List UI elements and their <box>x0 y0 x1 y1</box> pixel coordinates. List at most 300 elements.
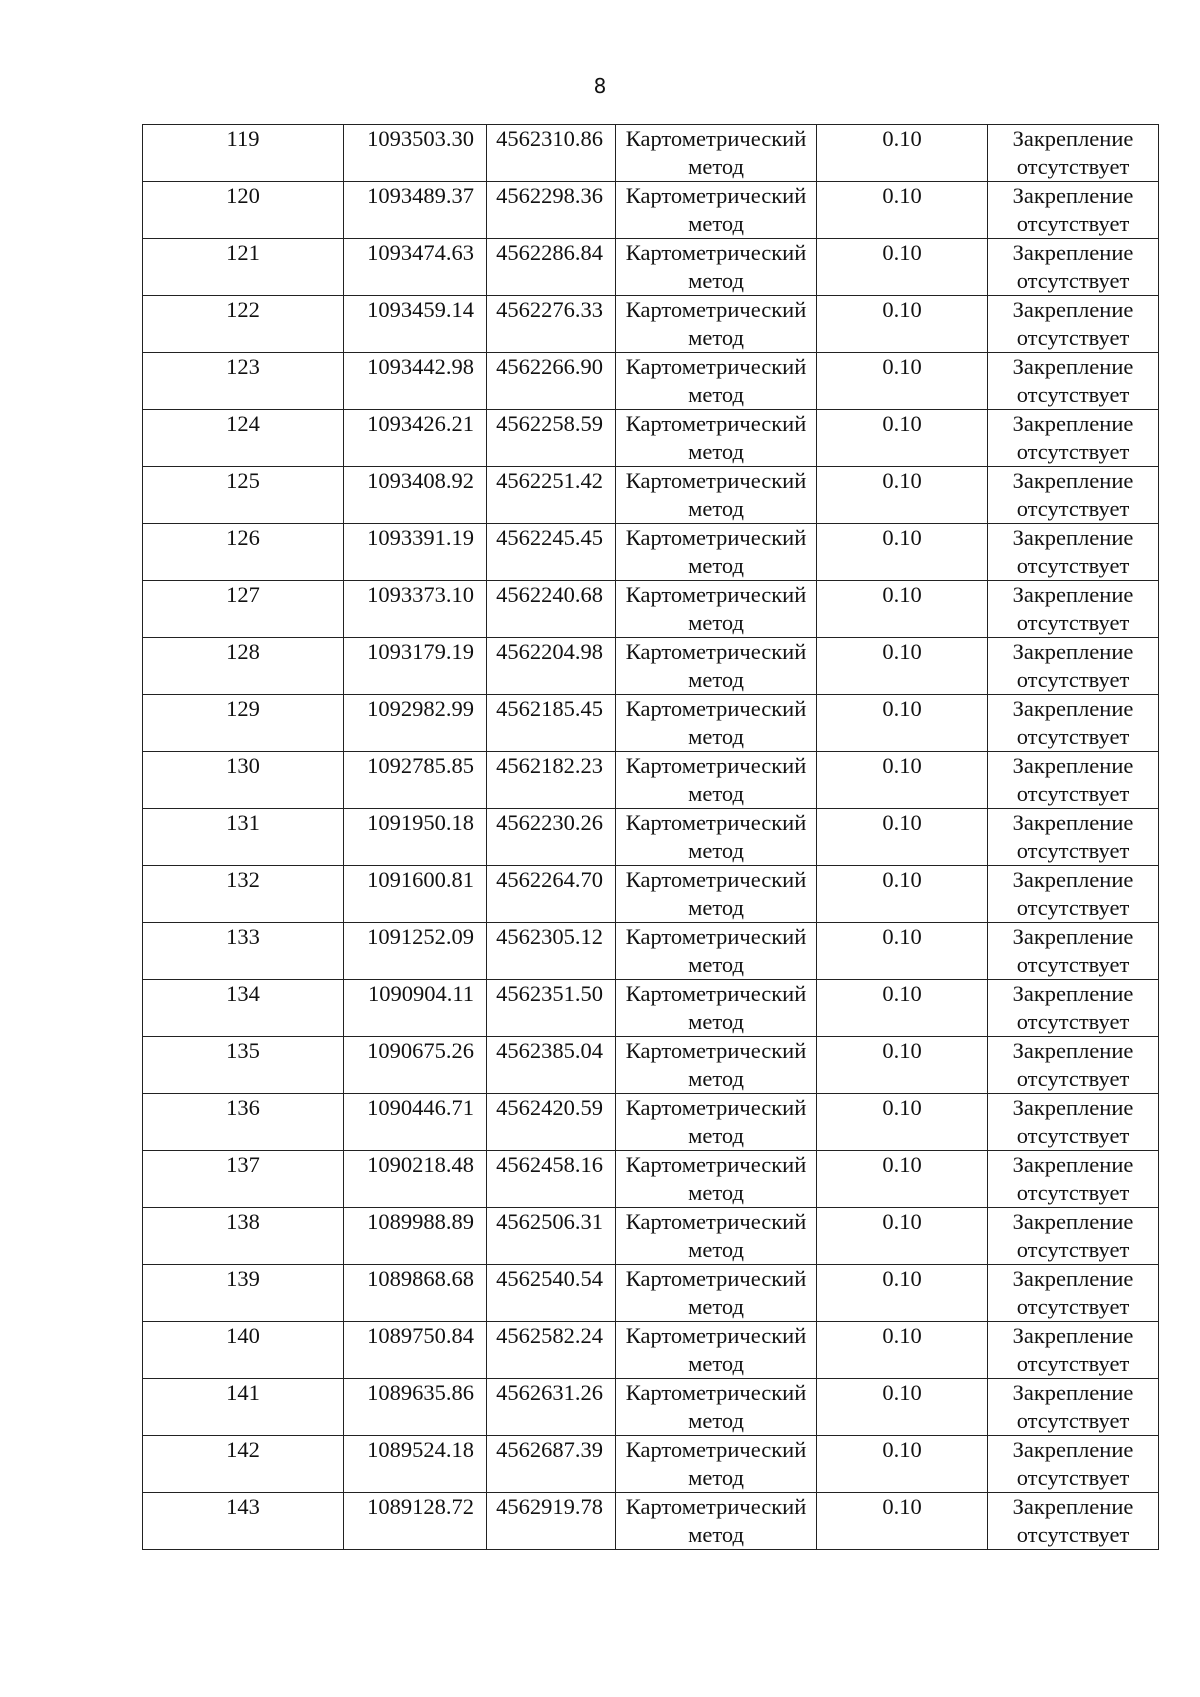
method-text: Картометрический <box>625 126 807 151</box>
table-row <box>143 1094 1159 1151</box>
y-coordinate-cell <box>487 524 616 581</box>
fixing-description-text: отсутствует <box>1016 1237 1130 1262</box>
point-number-text: 134 <box>226 981 260 1006</box>
table-row <box>143 182 1159 239</box>
fixing-description-cell <box>988 1151 1159 1208</box>
point-number-cell <box>143 1379 344 1436</box>
y-coordinate-text: 4562420.59 <box>496 1095 603 1120</box>
fixing-description-cell <box>988 1493 1159 1550</box>
method-text: метод <box>688 496 744 521</box>
y-coordinate-cell <box>487 1379 616 1436</box>
method-text: Картометрический <box>625 1494 807 1519</box>
method-text: Картометрический <box>625 1380 807 1405</box>
fixing-description-text: отсутствует <box>1016 667 1130 692</box>
accuracy-text: 0.10 <box>882 1209 922 1234</box>
x-coordinate-cell <box>344 1208 487 1265</box>
fixing-description-cell <box>988 1037 1159 1094</box>
fixing-description-text: отсутствует <box>1016 1180 1130 1205</box>
accuracy-text: 0.10 <box>882 183 922 208</box>
fixing-description-text: Закрепление <box>1012 696 1134 721</box>
fixing-description-cell <box>988 1094 1159 1151</box>
method-cell <box>616 410 817 467</box>
fixing-description-cell <box>988 125 1159 182</box>
accuracy-text: 0.10 <box>882 1152 922 1177</box>
y-coordinate-text: 4562185.45 <box>496 696 603 721</box>
method-text: метод <box>688 1180 744 1205</box>
x-coordinate-text: 1091600.81 <box>367 867 474 892</box>
point-number-text: 119 <box>226 126 260 151</box>
y-coordinate-text: 4562385.04 <box>496 1038 603 1063</box>
table-row <box>143 923 1159 980</box>
point-number-cell <box>143 1322 344 1379</box>
method-text: метод <box>688 1294 744 1319</box>
accuracy-text: 0.10 <box>882 354 922 379</box>
table-row <box>143 809 1159 866</box>
method-text: метод <box>688 781 744 806</box>
y-coordinate-text: 4562687.39 <box>496 1437 603 1462</box>
fixing-description-cell <box>988 695 1159 752</box>
accuracy-text: 0.10 <box>882 1266 922 1291</box>
fixing-description-cell <box>988 410 1159 467</box>
accuracy-cell <box>817 125 988 182</box>
method-text: метод <box>688 724 744 749</box>
point-number-text: 128 <box>226 639 260 664</box>
x-coordinate-text: 1093408.92 <box>367 468 474 493</box>
accuracy-cell <box>817 1037 988 1094</box>
accuracy-text: 0.10 <box>882 468 922 493</box>
y-coordinate-text: 4562264.70 <box>496 867 603 892</box>
fixing-description-text: отсутствует <box>1016 1066 1130 1091</box>
fixing-description-cell <box>988 239 1159 296</box>
y-coordinate-text: 4562458.16 <box>496 1152 603 1177</box>
method-cell <box>616 581 817 638</box>
fixing-description-cell <box>988 1379 1159 1436</box>
y-coordinate-text: 4562266.90 <box>496 354 603 379</box>
accuracy-text: 0.10 <box>882 582 922 607</box>
point-number-text: 140 <box>226 1323 260 1348</box>
fixing-description-text: Закрепление <box>1012 183 1134 208</box>
method-text: Картометрический <box>625 183 807 208</box>
point-number-cell <box>143 638 344 695</box>
table-row <box>143 524 1159 581</box>
x-coordinate-text: 1093179.19 <box>367 639 474 664</box>
y-coordinate-text: 4562204.98 <box>496 639 603 664</box>
fixing-description-text: Закрепление <box>1012 639 1134 664</box>
fixing-description-text: отсутствует <box>1016 895 1130 920</box>
fixing-description-text: отсутствует <box>1016 1351 1130 1376</box>
x-coordinate-cell <box>344 1151 487 1208</box>
accuracy-cell <box>817 1094 988 1151</box>
x-coordinate-cell <box>344 581 487 638</box>
fixing-description-text: Закрепление <box>1012 1095 1134 1120</box>
y-coordinate-cell <box>487 638 616 695</box>
fixing-description-text: отсутствует <box>1016 553 1130 578</box>
method-text: Картометрический <box>625 1152 807 1177</box>
fixing-description-text: отсутствует <box>1016 1294 1130 1319</box>
x-coordinate-text: 1093489.37 <box>367 183 474 208</box>
fixing-description-text: Закрепление <box>1012 354 1134 379</box>
accuracy-cell <box>817 695 988 752</box>
fixing-description-text: отсутствует <box>1016 610 1130 635</box>
method-text: Картометрический <box>625 1323 807 1348</box>
x-coordinate-text: 1089868.68 <box>367 1266 474 1291</box>
accuracy-cell <box>817 809 988 866</box>
point-number-text: 132 <box>226 867 260 892</box>
x-coordinate-text: 1090218.48 <box>367 1152 474 1177</box>
table-row <box>143 1493 1159 1550</box>
point-number-text: 120 <box>226 183 260 208</box>
y-coordinate-cell <box>487 980 616 1037</box>
fixing-description-text: отсутствует <box>1016 952 1130 977</box>
table-row <box>143 296 1159 353</box>
accuracy-cell <box>817 182 988 239</box>
accuracy-cell <box>817 1379 988 1436</box>
accuracy-text: 0.10 <box>882 1380 922 1405</box>
point-number-cell <box>143 410 344 467</box>
x-coordinate-cell <box>344 1037 487 1094</box>
fixing-description-text: Закрепление <box>1012 297 1134 322</box>
y-coordinate-text: 4562286.84 <box>496 240 603 265</box>
x-coordinate-text: 1091950.18 <box>367 810 474 835</box>
fixing-description-text: Закрепление <box>1012 1380 1134 1405</box>
accuracy-text: 0.10 <box>882 810 922 835</box>
x-coordinate-text: 1093391.19 <box>367 525 474 550</box>
x-coordinate-cell <box>344 1493 487 1550</box>
y-coordinate-text: 4562182.23 <box>496 753 603 778</box>
accuracy-text: 0.10 <box>882 924 922 949</box>
method-text: Картометрический <box>625 411 807 436</box>
fixing-description-cell <box>988 581 1159 638</box>
point-number-cell <box>143 1208 344 1265</box>
point-number-text: 123 <box>226 354 260 379</box>
point-number-text: 141 <box>226 1380 260 1405</box>
method-cell <box>616 182 817 239</box>
method-cell <box>616 353 817 410</box>
fixing-description-cell <box>988 1265 1159 1322</box>
y-coordinate-text: 4562506.31 <box>496 1209 603 1234</box>
method-text: метод <box>688 838 744 863</box>
method-text: Картометрический <box>625 1437 807 1462</box>
method-text: Картометрический <box>625 1266 807 1291</box>
method-cell <box>616 239 817 296</box>
method-text: Картометрический <box>625 1038 807 1063</box>
y-coordinate-cell <box>487 353 616 410</box>
x-coordinate-text: 1093373.10 <box>367 582 474 607</box>
point-number-text: 129 <box>226 696 260 721</box>
point-number-text: 135 <box>226 1038 260 1063</box>
y-coordinate-cell <box>487 695 616 752</box>
x-coordinate-text: 1091252.09 <box>367 924 474 949</box>
y-coordinate-cell <box>487 581 616 638</box>
x-coordinate-cell <box>344 182 487 239</box>
point-number-cell <box>143 182 344 239</box>
x-coordinate-cell <box>344 866 487 923</box>
method-text: метод <box>688 1522 744 1547</box>
fixing-description-text: Закрепление <box>1012 525 1134 550</box>
method-text: метод <box>688 1408 744 1433</box>
point-number-cell <box>143 752 344 809</box>
method-text: Картометрический <box>625 981 807 1006</box>
y-coordinate-cell <box>487 1094 616 1151</box>
x-coordinate-text: 1093474.63 <box>367 240 474 265</box>
method-cell <box>616 1493 817 1550</box>
method-text: Картометрический <box>625 525 807 550</box>
y-coordinate-text: 4562582.24 <box>496 1323 603 1348</box>
point-number-text: 127 <box>226 582 260 607</box>
method-cell <box>616 1322 817 1379</box>
y-coordinate-text: 4562305.12 <box>496 924 603 949</box>
x-coordinate-cell <box>344 809 487 866</box>
fixing-description-text: Закрепление <box>1012 867 1134 892</box>
fixing-description-cell <box>988 923 1159 980</box>
method-text: метод <box>688 439 744 464</box>
table-row <box>143 1151 1159 1208</box>
fixing-description-text: отсутствует <box>1016 838 1130 863</box>
fixing-description-text: отсутствует <box>1016 724 1130 749</box>
point-number-text: 137 <box>226 1152 260 1177</box>
x-coordinate-cell <box>344 923 487 980</box>
accuracy-cell <box>817 1208 988 1265</box>
method-cell <box>616 1151 817 1208</box>
method-cell <box>616 1208 817 1265</box>
page-number: 8 <box>593 74 607 98</box>
x-coordinate-cell <box>344 1265 487 1322</box>
method-cell <box>616 809 817 866</box>
y-coordinate-cell <box>487 923 616 980</box>
accuracy-cell <box>817 923 988 980</box>
method-text: метод <box>688 325 744 350</box>
method-text: метод <box>688 610 744 635</box>
fixing-description-cell <box>988 524 1159 581</box>
accuracy-cell <box>817 1436 988 1493</box>
accuracy-cell <box>817 638 988 695</box>
point-number-text: 138 <box>226 1209 260 1234</box>
method-text: метод <box>688 1351 744 1376</box>
fixing-description-text: Закрепление <box>1012 582 1134 607</box>
method-text: Картометрический <box>625 354 807 379</box>
y-coordinate-cell <box>487 296 616 353</box>
y-coordinate-cell <box>487 1322 616 1379</box>
fixing-description-text: отсутствует <box>1016 781 1130 806</box>
fixing-description-text: Закрепление <box>1012 924 1134 949</box>
y-coordinate-text: 4562258.59 <box>496 411 603 436</box>
y-coordinate-text: 4562298.36 <box>496 183 603 208</box>
accuracy-cell <box>817 866 988 923</box>
fixing-description-text: Закрепление <box>1012 126 1134 151</box>
x-coordinate-text: 1090675.26 <box>367 1038 474 1063</box>
fixing-description-text: отсутствует <box>1016 1009 1130 1034</box>
method-text: метод <box>688 553 744 578</box>
x-coordinate-cell <box>344 1094 487 1151</box>
point-number-cell <box>143 296 344 353</box>
y-coordinate-text: 4562540.54 <box>496 1266 603 1291</box>
fixing-description-cell <box>988 353 1159 410</box>
method-cell <box>616 1037 817 1094</box>
method-text: метод <box>688 1465 744 1490</box>
method-cell <box>616 125 817 182</box>
method-text: Картометрический <box>625 582 807 607</box>
fixing-description-text: Закрепление <box>1012 240 1134 265</box>
fixing-description-cell <box>988 638 1159 695</box>
fixing-description-text: Закрепление <box>1012 981 1134 1006</box>
y-coordinate-cell <box>487 239 616 296</box>
x-coordinate-text: 1089750.84 <box>367 1323 474 1348</box>
accuracy-text: 0.10 <box>882 411 922 436</box>
fixing-description-text: Закрепление <box>1012 1437 1134 1462</box>
fixing-description-cell <box>988 182 1159 239</box>
point-number-cell <box>143 353 344 410</box>
point-number-cell <box>143 980 344 1037</box>
fixing-description-cell <box>988 809 1159 866</box>
x-coordinate-text: 1089128.72 <box>367 1494 474 1519</box>
accuracy-text: 0.10 <box>882 1095 922 1120</box>
table-row <box>143 239 1159 296</box>
accuracy-text: 0.10 <box>882 240 922 265</box>
y-coordinate-text: 4562251.42 <box>496 468 603 493</box>
y-coordinate-cell <box>487 1493 616 1550</box>
fixing-description-text: отсутствует <box>1016 1465 1130 1490</box>
y-coordinate-cell <box>487 809 616 866</box>
x-coordinate-text: 1093459.14 <box>367 297 474 322</box>
accuracy-cell <box>817 1265 988 1322</box>
accuracy-cell <box>817 1322 988 1379</box>
method-text: метод <box>688 382 744 407</box>
point-number-cell <box>143 1436 344 1493</box>
fixing-description-cell <box>988 296 1159 353</box>
x-coordinate-text: 1093503.30 <box>367 126 474 151</box>
point-number-cell <box>143 866 344 923</box>
x-coordinate-cell <box>344 296 487 353</box>
y-coordinate-cell <box>487 182 616 239</box>
table-row <box>143 1322 1159 1379</box>
table-row <box>143 467 1159 524</box>
x-coordinate-cell <box>344 1436 487 1493</box>
accuracy-cell <box>817 410 988 467</box>
table-row <box>143 125 1159 182</box>
fixing-description-cell <box>988 980 1159 1037</box>
method-text: метод <box>688 211 744 236</box>
method-cell <box>616 467 817 524</box>
accuracy-cell <box>817 239 988 296</box>
accuracy-cell <box>817 1151 988 1208</box>
x-coordinate-cell <box>344 410 487 467</box>
method-text: метод <box>688 1123 744 1148</box>
table-row <box>143 752 1159 809</box>
method-cell <box>616 1265 817 1322</box>
y-coordinate-text: 4562310.86 <box>496 126 603 151</box>
method-cell <box>616 1379 817 1436</box>
y-coordinate-cell <box>487 1208 616 1265</box>
accuracy-text: 0.10 <box>882 525 922 550</box>
fixing-description-cell <box>988 467 1159 524</box>
x-coordinate-text: 1090904.11 <box>367 981 474 1006</box>
accuracy-text: 0.10 <box>882 981 922 1006</box>
x-coordinate-cell <box>344 980 487 1037</box>
y-coordinate-cell <box>487 752 616 809</box>
table-row <box>143 695 1159 752</box>
method-text: метод <box>688 1066 744 1091</box>
fixing-description-text: отсутствует <box>1016 496 1130 521</box>
method-cell <box>616 752 817 809</box>
accuracy-text: 0.10 <box>882 639 922 664</box>
x-coordinate-cell <box>344 695 487 752</box>
method-text: Картометрический <box>625 696 807 721</box>
accuracy-text: 0.10 <box>882 1437 922 1462</box>
method-text: Картометрический <box>625 1095 807 1120</box>
method-cell <box>616 980 817 1037</box>
fixing-description-text: Закрепление <box>1012 411 1134 436</box>
method-text: Картометрический <box>625 924 807 949</box>
y-coordinate-cell <box>487 1151 616 1208</box>
method-text: метод <box>688 1237 744 1262</box>
method-text: Картометрический <box>625 810 807 835</box>
table-row <box>143 1379 1159 1436</box>
accuracy-cell <box>817 524 988 581</box>
y-coordinate-cell <box>487 1436 616 1493</box>
fixing-description-text: отсутствует <box>1016 211 1130 236</box>
x-coordinate-cell <box>344 239 487 296</box>
point-number-cell <box>143 1151 344 1208</box>
x-coordinate-text: 1090446.71 <box>367 1095 474 1120</box>
table-row <box>143 1208 1159 1265</box>
table-row <box>143 410 1159 467</box>
fixing-description-text: отсутствует <box>1016 154 1130 179</box>
point-number-text: 133 <box>226 924 260 949</box>
x-coordinate-text: 1092982.99 <box>367 696 474 721</box>
x-coordinate-text: 1093442.98 <box>367 354 474 379</box>
fixing-description-text: отсутствует <box>1016 325 1130 350</box>
y-coordinate-text: 4562276.33 <box>496 297 603 322</box>
x-coordinate-cell <box>344 752 487 809</box>
method-text: Картометрический <box>625 753 807 778</box>
y-coordinate-cell <box>487 467 616 524</box>
point-number-cell <box>143 1265 344 1322</box>
x-coordinate-cell <box>344 1379 487 1436</box>
x-coordinate-cell <box>344 125 487 182</box>
method-text: метод <box>688 952 744 977</box>
y-coordinate-text: 4562919.78 <box>496 1494 603 1519</box>
point-number-cell <box>143 125 344 182</box>
accuracy-cell <box>817 752 988 809</box>
method-text: Картометрический <box>625 297 807 322</box>
x-coordinate-cell <box>344 353 487 410</box>
accuracy-text: 0.10 <box>882 126 922 151</box>
x-coordinate-text: 1092785.85 <box>367 753 474 778</box>
point-number-cell <box>143 809 344 866</box>
fixing-description-text: отсутствует <box>1016 1522 1130 1547</box>
table-row <box>143 1037 1159 1094</box>
accuracy-cell <box>817 980 988 1037</box>
x-coordinate-cell <box>344 638 487 695</box>
point-number-text: 131 <box>226 810 260 835</box>
method-text: метод <box>688 895 744 920</box>
x-coordinate-text: 1089988.89 <box>367 1209 474 1234</box>
point-number-cell <box>143 1094 344 1151</box>
fixing-description-text: Закрепление <box>1012 1266 1134 1291</box>
fixing-description-text: Закрепление <box>1012 1323 1134 1348</box>
fixing-description-cell <box>988 1322 1159 1379</box>
method-cell <box>616 866 817 923</box>
method-text: метод <box>688 154 744 179</box>
point-number-text: 143 <box>226 1494 260 1519</box>
table-row <box>143 1436 1159 1493</box>
y-coordinate-text: 4562240.68 <box>496 582 603 607</box>
x-coordinate-cell <box>344 524 487 581</box>
accuracy-text: 0.10 <box>882 297 922 322</box>
accuracy-text: 0.10 <box>882 1494 922 1519</box>
point-number-text: 126 <box>226 525 260 550</box>
method-text: Картометрический <box>625 867 807 892</box>
